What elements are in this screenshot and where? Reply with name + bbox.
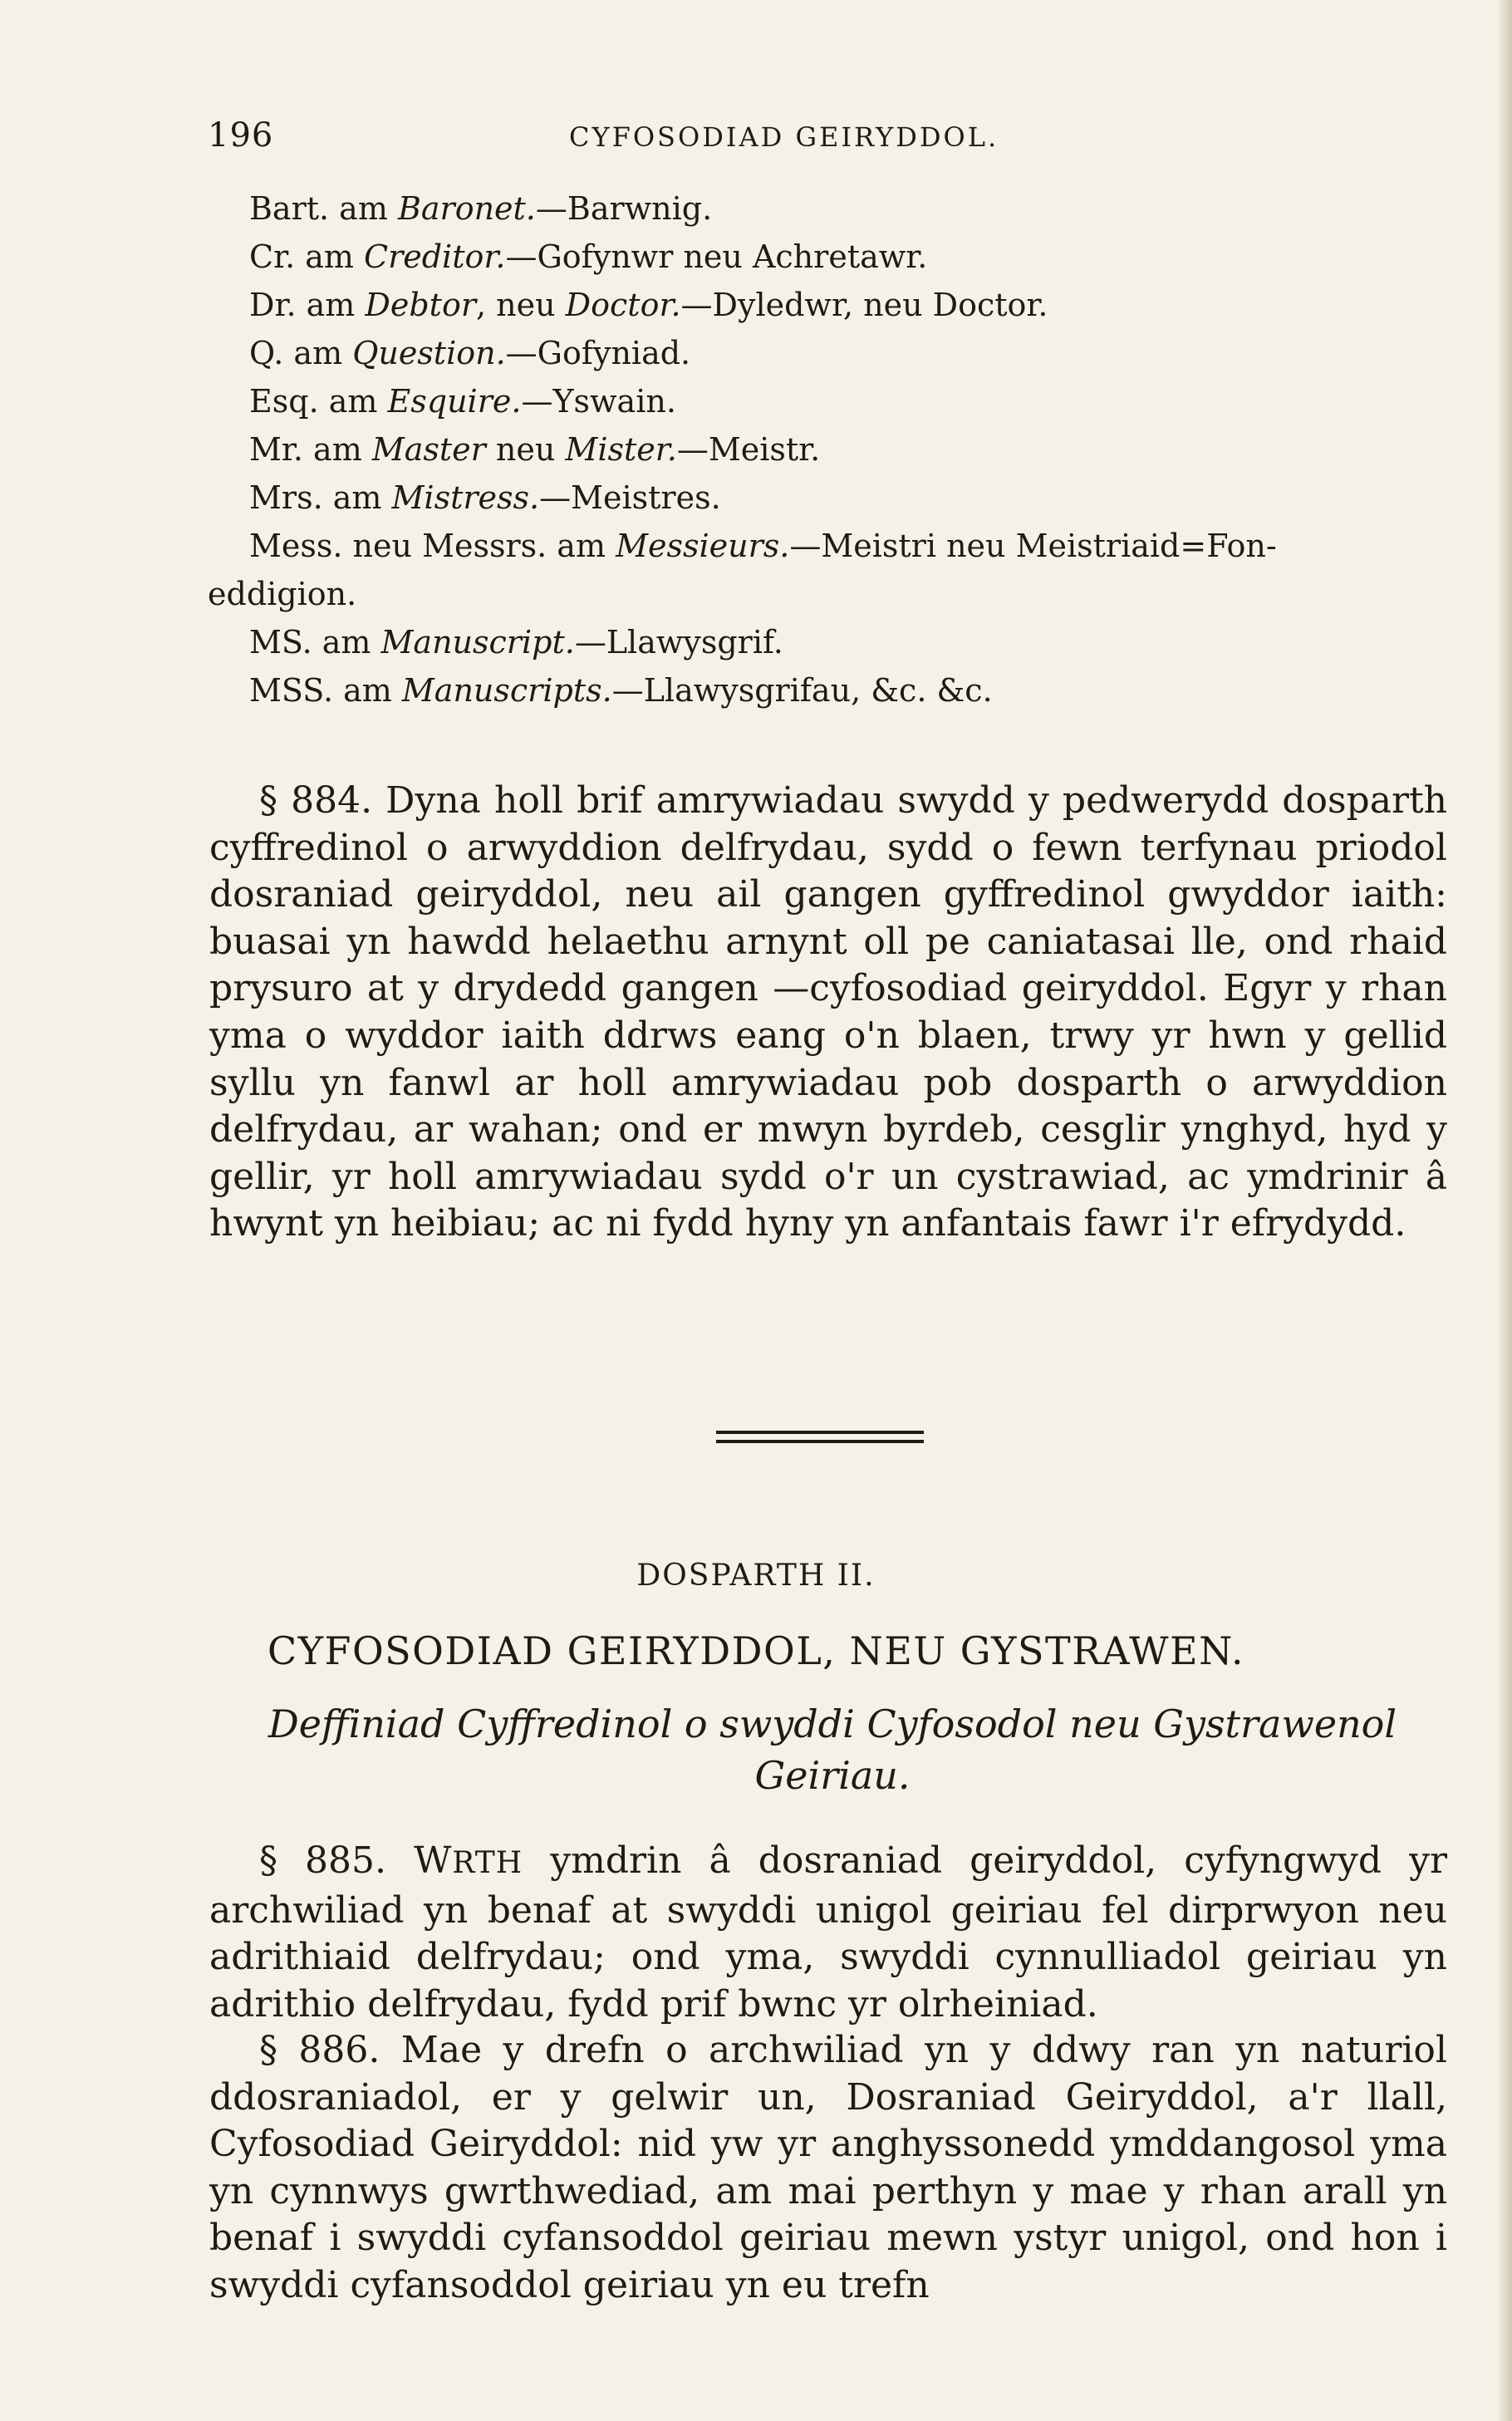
paragraph-885 bbox=[209, 1838, 1447, 2028]
paragraph-885-number: § 885. bbox=[259, 1839, 387, 1882]
abbreviation-list bbox=[209, 184, 1456, 715]
running-head: CYFOSODIAD GEIRYDDOL. bbox=[569, 121, 999, 153]
abbreviation-entry: Cr. am Creditor.—Gofynwr neu Achretawr. bbox=[249, 238, 928, 275]
abbreviation-entry: Mrs. am Mistress.—Meistres. bbox=[249, 479, 721, 516]
page-number: 196 bbox=[208, 116, 274, 155]
section-divider-rule bbox=[716, 1431, 924, 1434]
abbreviation-entry: Esq. am Esquire.—Yswain. bbox=[249, 383, 676, 420]
section-title: CYFOSODIAD GEIRYDDOL, NEU GYSTRAWEN. bbox=[267, 1628, 1245, 1673]
page-edge-shadow bbox=[1497, 0, 1512, 2421]
paragraph-886-text: § 886. Mae y drefn o archwiliad yn y ddwy ran yn naturiol ddosraniadol, er y gelwir un, Dosraniad Geiryddol, a'r llall, Cyfosodiad Geiryddol: nid yw yr anghyssonedd ymddangosol yma yn cynnwys gwrthwediad, am mai perthyn y mae y rhan arall yn benaf i swyddi cyfansoddol geiriau mewn ystyr unigol, ond hon i swyddi cyfansoddol geiriau yn eu trefn bbox=[209, 2029, 1447, 2306]
abbreviation-continuation: eddigion. bbox=[208, 576, 357, 612]
paragraph-885-small-caps: WRTH bbox=[414, 1839, 523, 1882]
abbreviation-entry: Q. am Question.—Gofyniad. bbox=[249, 335, 691, 371]
abbreviation-entry: Mr. am Master neu Mister.—Meistr. bbox=[249, 431, 821, 468]
abbreviation-entry: MS. am Manuscript.—Llawysgrif. bbox=[249, 624, 783, 660]
paragraph-884 bbox=[209, 778, 1447, 1248]
page-header bbox=[208, 116, 1080, 160]
abbreviation-entry: Mess. neu Messrs. am Messieurs.—Meistri neu Meistriaid=Fon- bbox=[249, 528, 1277, 564]
paragraph-885-text: ymdrin â dosraniad geiryddol, cyfyngwyd yr archwiliad yn benaf at swyddi unigol geiriau fel dirprwyon neu adrithiaid delfrydau; ond yma, swyddi cynnulliadol geiriau yn adrithio delfrydau, fydd prif bwnc yr olrheiniad. bbox=[209, 1839, 1447, 2026]
abbreviation-entry: Bart. am Baronet.—Barwnig. bbox=[249, 190, 713, 227]
abbreviation-entry: MSS. am Manuscripts.—Llawysgrifau, &c. &c. bbox=[249, 672, 993, 709]
section-divider-rule bbox=[716, 1440, 924, 1443]
section-label: DOSPARTH II. bbox=[636, 1559, 876, 1593]
paragraph-886 bbox=[209, 2027, 1447, 2310]
abbreviation-entry: Dr. am Debtor, neu Doctor.—Dyledwr, neu Doctor. bbox=[249, 287, 1048, 323]
section-subtitle: Deffiniad Cyffredinol o swyddi Cyfosodol neu Gystrawenol Geiriau. bbox=[268, 1702, 1397, 1798]
paragraph-884-text: § 884. Dyna holl brif amrywiadau swydd y pedwerydd dosparth cyffredinol o arwyddion delfrydau, sydd o fewn terfynau priodol dosraniad geiryddol, neu ail gangen gyffredinol gwyddor iaith: buasai yn hawdd helaethu arnynt oll pe caniatasai lle, ond rhaid prysuro at y drydedd gangen —cyfosodiad geiryddol. Egyr y rhan yma o wyddor iaith ddrws eang o'n blaen, trwy yr hwn y gellid syllu yn fanwl ar holl amrywiadau pob dosparth o arwyddion delfrydau, ar wahan; ond er mwyn byrdeb, cesglir ynghyd, hyd y gellir, yr holl amrywiadau sydd o'r un cystrawiad, ac ymdrinir â hwynt yn heibiau; ac ni fydd hyny yn anfantais fawr i'r efrydydd. bbox=[209, 779, 1447, 1245]
